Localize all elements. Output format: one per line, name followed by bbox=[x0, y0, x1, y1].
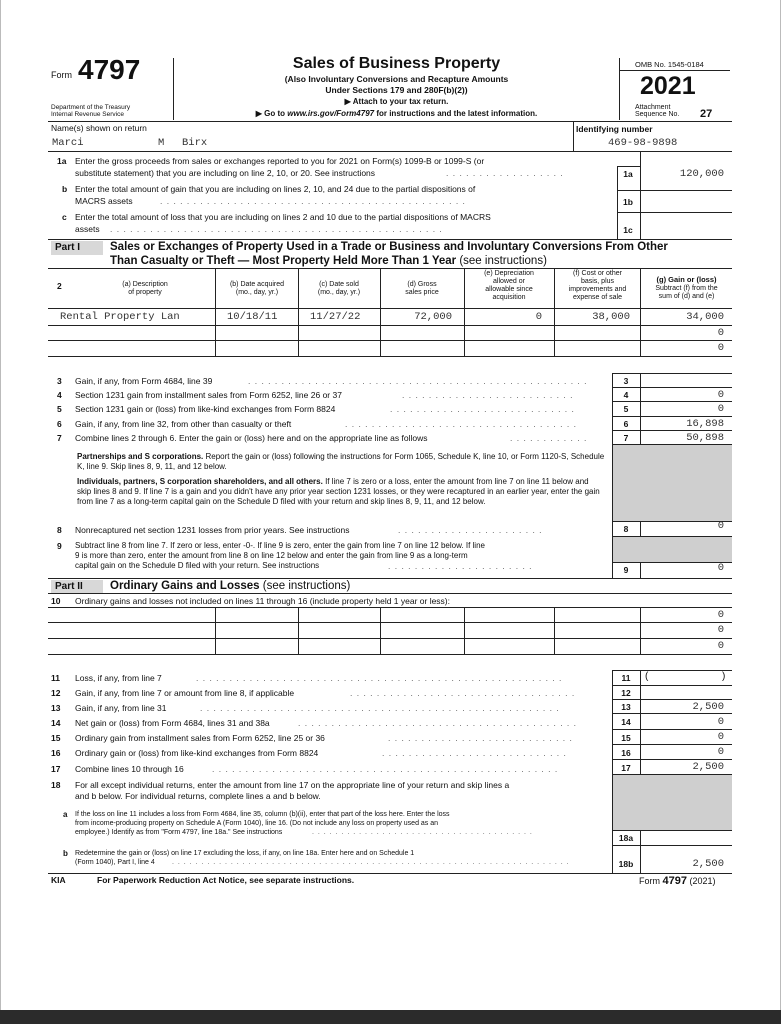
line-1c-text-1: Enter the total amount of loss that you are including on lines 2 and 10 due to the partial dispositions of MACRS bbox=[75, 212, 491, 222]
line-4-text: Section 1231 gain from installment sales from Form 6252, line 26 or 37 bbox=[75, 390, 342, 400]
line-8-text: Nonrecaptured net section 1231 losses from prior years. See instructions bbox=[75, 525, 350, 535]
line-7-num: 7 bbox=[57, 433, 62, 443]
footer-form-id: Form 4797 (2021) bbox=[639, 875, 716, 887]
line-1a-text-1: Enter the gross proceeds from sales or exchanges reported to you for 2021 on Form(s) 1099-B or 1099-S (or bbox=[75, 156, 485, 166]
line-15-box: 15 bbox=[621, 733, 631, 743]
omb-number: OMB No. 1545-0184 bbox=[635, 60, 704, 69]
p1-row1-sales-price[interactable]: 72,000 bbox=[414, 311, 452, 323]
line-18-num: 18 bbox=[51, 780, 61, 790]
goto-url[interactable]: www.irs.gov/Form4797 bbox=[287, 109, 375, 118]
line-8-dots: . . . . . . . . . . . . . . . . . . . . . . bbox=[398, 525, 543, 535]
goto-instruction: ▶ Go to www.irs.gov/Form4797 for instructions and the latest information. bbox=[255, 109, 538, 118]
part-2-title: Ordinary Gains and Losses (see instructions) bbox=[110, 580, 351, 592]
line-1c-text-2: assets bbox=[75, 224, 100, 234]
form-subtitle-1: (Also Involuntary Conversions and Recapture Amounts bbox=[284, 74, 509, 84]
col-a-head: (a) Description of property bbox=[122, 281, 168, 296]
part-2-tag: Part II bbox=[51, 580, 103, 593]
line-6-value[interactable]: 16,898 bbox=[686, 418, 724, 430]
kia-label: KIA bbox=[51, 875, 66, 885]
line-4-dots: . . . . . . . . . . . . . . . . . . . . . . . . . . bbox=[402, 390, 574, 400]
line-9-num: 9 bbox=[57, 541, 62, 551]
line-8-num: 8 bbox=[57, 525, 62, 535]
line-11-close-paren: ) bbox=[722, 671, 726, 682]
line-1b-dots: . . . . . . . . . . . . . . . . . . . . . . . . . . . . . . . . . . . . . . . . . . . . . . bbox=[160, 196, 466, 206]
p1-row1-date-acquired[interactable]: 10/18/11 bbox=[227, 311, 278, 323]
line-18a-text-2: from income-producing property on Schedule A (Form 1040), line 16. (Do not include any loss on property used as an bbox=[75, 820, 439, 827]
line-1c-dots: . . . . . . . . . . . . . . . . . . . . . . . . . . . . . . . . . . . . . . . . . . . . . . . . . . bbox=[110, 224, 443, 234]
p2-row3-gain-loss[interactable]: 0 bbox=[717, 640, 724, 652]
form-word: Form bbox=[51, 70, 72, 80]
p2-row2-gain-loss[interactable]: 0 bbox=[717, 624, 724, 636]
name-label: Name(s) shown on return bbox=[51, 123, 147, 133]
line-7-text: Combine lines 2 through 6. Enter the gain or (loss) here and on the appropriate line as follows bbox=[75, 433, 428, 443]
line-1a-value[interactable]: 120,000 bbox=[679, 168, 724, 180]
line-13-num: 13 bbox=[51, 703, 61, 713]
line-14-value[interactable]: 0 bbox=[717, 716, 724, 728]
line-16-value[interactable]: 0 bbox=[717, 746, 724, 758]
p1-row1-cost-basis[interactable]: 38,000 bbox=[592, 311, 630, 323]
line-18-text-1: For all except individual returns, enter the amount from line 17 on the appropriate line of your return and skip lines a bbox=[75, 780, 510, 790]
line-11-open-paren: ( bbox=[645, 671, 649, 682]
line-11-num: 11 bbox=[51, 673, 60, 683]
line-12-box: 12 bbox=[621, 688, 631, 698]
line-1a-text-2: substitute statement) that you are including on line 2, 10, or 20. See instructions bbox=[75, 168, 376, 178]
form-subtitle-2: Under Sections 179 and 280F(b)(2)) bbox=[325, 85, 468, 95]
line-9-text-1: Subtract line 8 from line 7. If zero or less, enter -0-. If line 9 is zero, enter the gain from line 7 on line 12 below. If line bbox=[75, 541, 485, 550]
line-16-text: Ordinary gain or (loss) from like-kind exchanges from Form 8824 bbox=[75, 748, 319, 758]
line-14-box: 14 bbox=[621, 717, 631, 727]
line-10-num: 10 bbox=[51, 596, 61, 606]
line-3-text: Gain, if any, from Form 4684, line 39 bbox=[75, 376, 213, 386]
line-1b-text-1: Enter the total amount of gain that you are including on lines 2, 10, and 24 due to the partial dispositions of bbox=[75, 184, 476, 194]
line-18b-dots: . . . . . . . . . . . . . . . . . . . . . . . . . . . . . . . . . . . . . . . . . . . . . . . . . . . . . . . . . . . . . . . . . . . . bbox=[172, 859, 570, 866]
irs-name: Internal Revenue Service bbox=[51, 111, 124, 118]
line-6-box: 6 bbox=[623, 419, 629, 429]
tax-year: 2021 bbox=[640, 72, 696, 100]
line-9-value[interactable]: 0 bbox=[717, 562, 724, 574]
line-17-value[interactable]: 2,500 bbox=[692, 761, 724, 773]
taxpayer-last-name[interactable]: Birx bbox=[182, 137, 208, 149]
line-7-value[interactable]: 50,898 bbox=[686, 432, 724, 444]
line-1c-num: c bbox=[62, 212, 67, 222]
line-14-text: Net gain or (loss) from Form 4684, lines 31 and 38a bbox=[75, 718, 270, 728]
line-5-box: 5 bbox=[623, 404, 629, 414]
line-18a-text-3: employee.) Identify as from "Form 4797, line 18a." See instructions bbox=[75, 829, 283, 836]
partnership-instructions: Partnerships and S corporations. Report the gain or (loss) following the instructions for Form 1065, Schedule K, line 10, or Form 1120-S, Schedule K, line 9. Skip lines 8, 9, 11, and 12 below. bbox=[77, 452, 605, 471]
individual-instructions: Individuals, partners, S corporation shareholders, and all others. If line 7 is zero or a loss, enter the amount from line 7 on line 11 below and skip lines 8 and 9. If line 7 is a gain and you didn't have any prior year section 1231 losses, or they were recaptured in an earlier year, enter the gain from line 7 as a long-term capital gain on the Schedule D filed with your return and skip lines 8, 9, 11, and 12 below. bbox=[77, 477, 600, 506]
line-18a-dots: . . . . . . . . . . . . . . . . . . . . . . . . . . . . . . . . . . . . . . bbox=[312, 829, 533, 836]
line-18b-text-1: Redetermine the gain or (loss) on line 17 excluding the loss, if any, on line 18a. Enter here and on Schedule 1 bbox=[75, 850, 415, 857]
line-13-box: 13 bbox=[621, 702, 631, 712]
col-d-head: (d) Gross sales price bbox=[405, 281, 439, 296]
line-7-dots: . . . . . . . . . . . . bbox=[510, 433, 588, 443]
sequence-label: Sequence No. bbox=[635, 111, 680, 118]
line-5-dots: . . . . . . . . . . . . . . . . . . . . . . . . . . . . bbox=[390, 404, 575, 414]
line-16-dots: . . . . . . . . . . . . . . . . . . . . . . . . . . . . bbox=[382, 748, 567, 758]
line-16-num: 16 bbox=[51, 748, 61, 758]
col-g-head: (g) Gain or (loss) Subtract (f) from the sum of (d) and (e) bbox=[655, 275, 718, 300]
line-17-num: 17 bbox=[51, 764, 61, 774]
p1-row1-depreciation[interactable]: 0 bbox=[535, 311, 542, 323]
line-3-num: 3 bbox=[57, 376, 62, 386]
taxpayer-middle-initial[interactable]: M bbox=[158, 137, 165, 149]
sequence-number: 27 bbox=[700, 108, 713, 120]
line-12-dots: . . . . . . . . . . . . . . . . . . . . . . . . . . . . . . . . . . bbox=[350, 688, 576, 698]
line-6-num: 6 bbox=[57, 419, 62, 429]
col-f-head: (f) Cost or other basis, plus improvements and expense of sale bbox=[568, 270, 627, 301]
p1-row1-date-sold[interactable]: 11/27/22 bbox=[310, 311, 361, 323]
line-8-value[interactable]: 0 bbox=[717, 520, 724, 532]
part-1-title-2: Than Casualty or Theft — Most Property Held More Than 1 Year (see instructions) bbox=[110, 255, 547, 267]
line-3-box: 3 bbox=[623, 376, 629, 386]
p1-row2-gain-loss[interactable]: 0 bbox=[717, 327, 724, 339]
line-1b-box: 1b bbox=[623, 197, 633, 207]
line-17-dots: . . . . . . . . . . . . . . . . . . . . . . . . . . . . . . . . . . . . . . . . . . . . . . . . . . . . bbox=[212, 764, 559, 774]
line-1b-num: b bbox=[62, 184, 68, 194]
attach-instruction: ▶ Attach to your tax return. bbox=[344, 97, 449, 106]
line-9-text-2: 9 is more than zero, enter the amount from line 8 on line 12 below and enter the gain from line 9 as a long-term bbox=[75, 551, 468, 560]
line-15-dots: . . . . . . . . . . . . . . . . . . . . . . . . . . . . bbox=[388, 733, 573, 743]
line-9-text-3: capital gain on the Schedule D filed with your return. See instructions bbox=[75, 561, 320, 570]
line-6-dots: . . . . . . . . . . . . . . . . . . . . . . . . . . . . . . . . . . . bbox=[345, 419, 577, 429]
line-5-text: Section 1231 gain or (loss) from like-kind exchanges from Form 8824 bbox=[75, 404, 336, 414]
line-11-text: Loss, if any, from line 7 bbox=[75, 673, 162, 683]
taxpayer-id[interactable]: 469-98-9898 bbox=[608, 137, 678, 149]
line-13-text: Gain, if any, from line 31 bbox=[75, 703, 167, 713]
line-1a-box: 1a bbox=[623, 169, 633, 179]
part-1-title-1: Sales or Exchanges of Property Used in a Trade or Business and Involuntary Conversions From Other bbox=[110, 241, 668, 253]
line-12-text: Gain, if any, from line 7 or amount from line 8, if applicable bbox=[75, 688, 295, 698]
line-11-box: 11 bbox=[621, 673, 631, 683]
line-17-text: Combine lines 10 through 16 bbox=[75, 764, 184, 774]
dept-treasury: Department of the Treasury bbox=[51, 104, 131, 111]
line-14-dots: . . . . . . . . . . . . . . . . . . . . . . . . . . . . . . . . . . . . . . . . . . bbox=[298, 718, 578, 728]
line-5-num: 5 bbox=[57, 404, 62, 414]
p1-row1-description[interactable]: Rental Property Lan bbox=[60, 311, 180, 323]
line-10-text: Ordinary gains and losses not included on lines 11 through 16 (include property held 1 year or less): bbox=[75, 596, 451, 606]
p1-row1-gain-loss[interactable]: 34,000 bbox=[686, 311, 724, 323]
line-18a-box: 18a bbox=[618, 833, 634, 843]
taxpayer-first-name[interactable]: Marci bbox=[52, 137, 84, 149]
line-18a-text-1: If the loss on line 11 includes a loss from Form 4684, line 35, column (b)(ii), enter that part of the loss here. Enter the loss bbox=[75, 811, 450, 818]
line-2-num: 2 bbox=[57, 281, 62, 291]
line-15-num: 15 bbox=[51, 733, 61, 743]
form-number: 4797 bbox=[78, 54, 141, 85]
attachment-label: Attachment bbox=[635, 104, 671, 111]
line-4-value[interactable]: 0 bbox=[717, 389, 724, 401]
line-15-value[interactable]: 0 bbox=[717, 731, 724, 743]
line-13-dots: . . . . . . . . . . . . . . . . . . . . . . . . . . . . . . . . . . . . . . . . . . . . . . . . . . . . . . bbox=[200, 703, 560, 713]
line-18-text-2: and b below. For individual returns, complete lines a and b below. bbox=[75, 791, 321, 801]
line-4-num: 4 bbox=[57, 390, 62, 400]
line-7-box: 7 bbox=[623, 433, 629, 443]
line-5-value[interactable]: 0 bbox=[717, 403, 724, 415]
line-6-text: Gain, if any, from line 32, from other than casualty or theft bbox=[75, 419, 292, 429]
paperwork-notice: For Paperwork Reduction Act Notice, see separate instructions. bbox=[97, 875, 355, 885]
part-1-tag: Part I bbox=[51, 241, 103, 255]
p1-row3-gain-loss[interactable]: 0 bbox=[717, 342, 724, 354]
line-18b-value[interactable]: 2,500 bbox=[692, 858, 724, 870]
line-4-box: 4 bbox=[623, 390, 629, 400]
col-b-head: (b) Date acquired (mo., day, yr.) bbox=[229, 281, 285, 296]
line-1b-text-2: MACRS assets bbox=[75, 196, 133, 206]
bottom-band bbox=[0, 1010, 781, 1024]
line-18b-num: b bbox=[63, 849, 68, 858]
line-14-num: 14 bbox=[51, 718, 61, 728]
line-12-num: 12 bbox=[51, 688, 61, 698]
line-18b-text-2: (Form 1040), Part I, line 4 bbox=[75, 859, 155, 866]
line-18a-num: a bbox=[63, 810, 68, 819]
line-11-dots: . . . . . . . . . . . . . . . . . . . . . . . . . . . . . . . . . . . . . . . . . . . . . . . . . . . . . . . bbox=[196, 673, 563, 683]
col-e-head: (e) Depreciation allowed or allowable since acquisition bbox=[484, 270, 534, 301]
form-title: Sales of Business Property bbox=[292, 55, 501, 72]
line-1c-box: 1c bbox=[623, 225, 633, 235]
col-c-head: (c) Date sold (mo., day, yr.) bbox=[317, 281, 361, 296]
line-18b-box: 18b bbox=[618, 859, 634, 869]
line-17-box: 17 bbox=[621, 763, 631, 773]
line-15-text: Ordinary gain from installment sales from Form 6252, line 25 or 36 bbox=[75, 733, 325, 743]
line-3-dots: . . . . . . . . . . . . . . . . . . . . . . . . . . . . . . . . . . . . . . . . . . . . . . . . . . . bbox=[248, 376, 588, 386]
line-9-dots: . . . . . . . . . . . . . . . . . . . . . . bbox=[388, 561, 533, 571]
line-13-value[interactable]: 2,500 bbox=[692, 701, 724, 713]
p2-row1-gain-loss[interactable]: 0 bbox=[717, 609, 724, 621]
line-9-box: 9 bbox=[623, 565, 629, 575]
line-16-box: 16 bbox=[621, 748, 631, 758]
line-8-box: 8 bbox=[623, 524, 629, 534]
line-1a-dots: . . . . . . . . . . . . . . . . . . bbox=[446, 168, 564, 178]
line-1a-num: 1a bbox=[57, 156, 67, 166]
id-label: Identifying number bbox=[576, 124, 653, 134]
